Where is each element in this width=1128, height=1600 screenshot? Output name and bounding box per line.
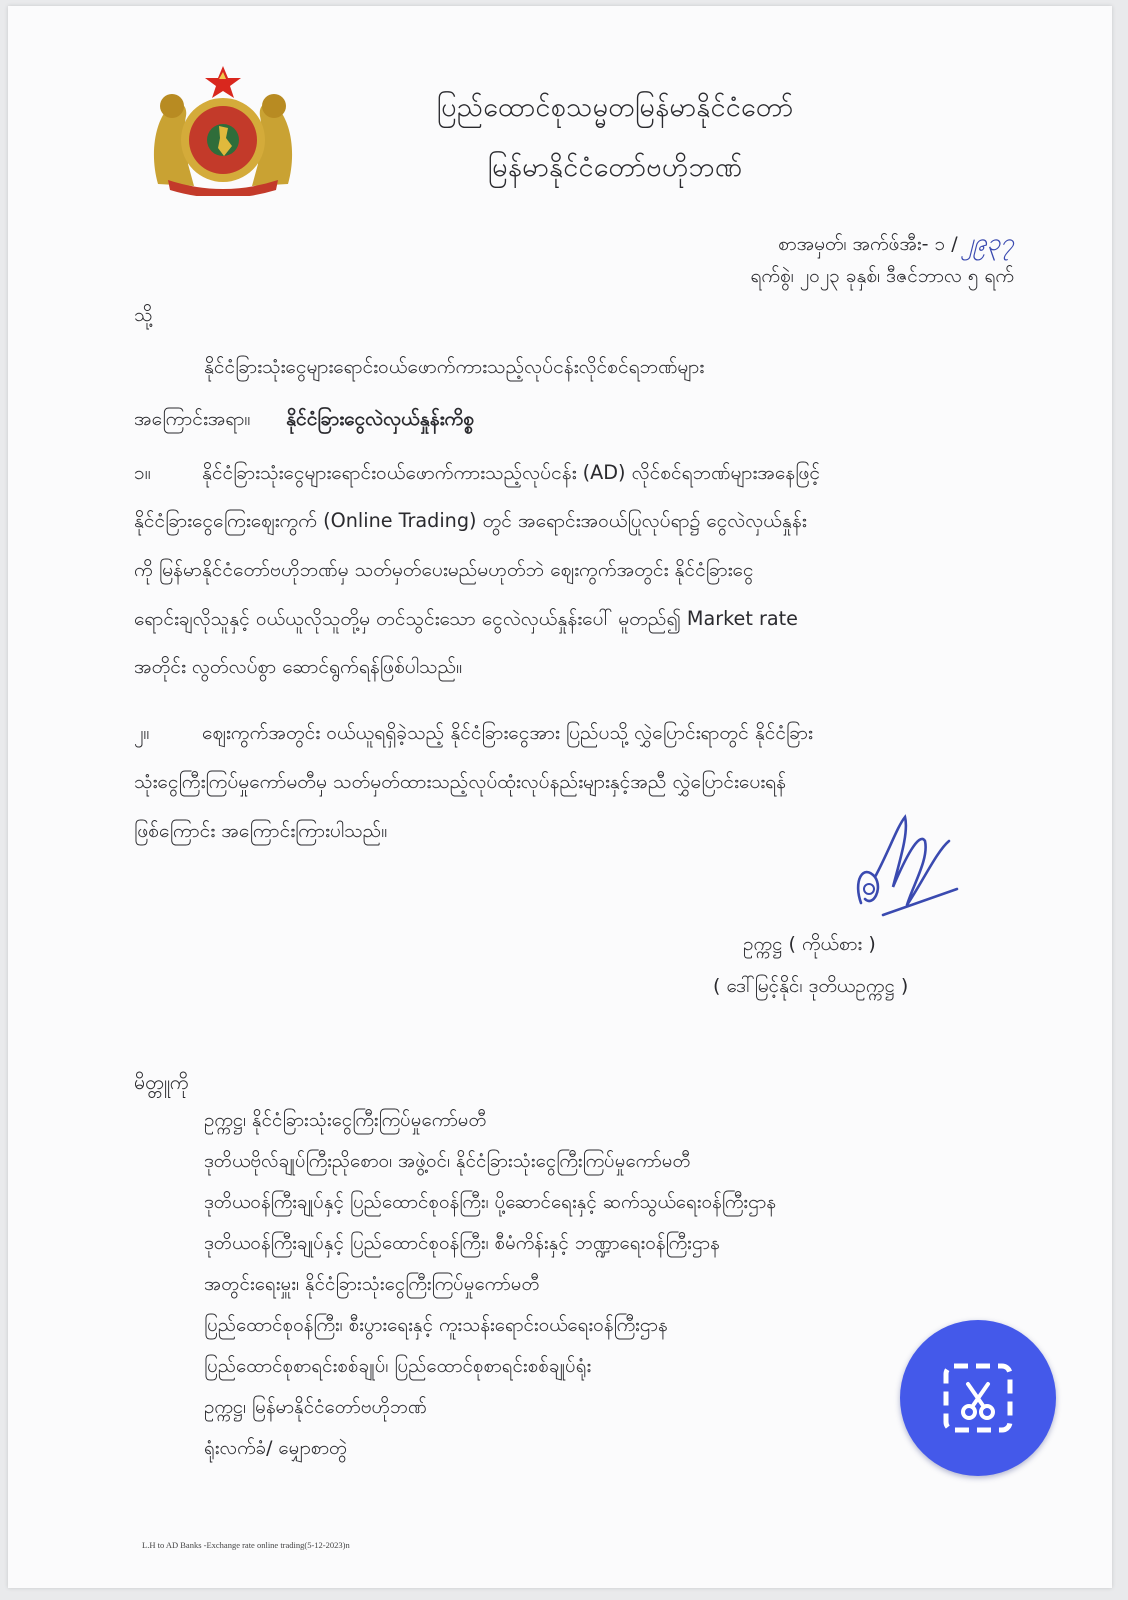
paragraph-1-line-5: အတိုင်း လွတ်လပ်စွာ ဆောင်ရွက်ရန်ဖြစ်ပါသည်။: [134, 655, 462, 678]
paragraph-1-text-1: နိုင်ငံခြားသုံးငွေများရောင်းဝယ်ဖောက်ကားသည့်လုပ်ငန်း (AD) လိုင်စင်ရဘဏ်များအနေဖြင့်: [202, 461, 821, 484]
paragraph-1-line-4: ရောင်းချလိုသူနှင့် ဝယ်ယူလိုသူတို့မှ တင်သွင်းသော ငွေလဲလှယ်နှုန်းပေါ် မူတည်၍ Market rate: [134, 607, 798, 630]
paragraph-2-number: ၂။: [134, 721, 150, 744]
screenshot-fab-button[interactable]: [900, 1320, 1056, 1476]
paragraph-2-line-1: [134, 710, 813, 756]
header-line-1: ပြည်ထောင်စုသမ္မတမြန်မာနိုင်ငံတော်: [436, 92, 794, 123]
paragraph-2-line-3: ဖြစ်ကြောင်း အကြောင်းကြားပါသည်။: [134, 819, 388, 842]
reference-line: [778, 226, 1014, 262]
paragraph-2-text-1: ဈေးကွက်အတွင်း ဝယ်ယူရရှိခဲ့သည့် နိုင်ငံခြားငွေအား ပြည်ပသို့ လွှဲပြောင်းရာတွင် နိုင်ငံခြား: [202, 721, 813, 744]
cc-item: ဒုတိယဗိုလ်ချုပ်ကြီးညိုစောဝ၊ အဖွဲ့ဝင်၊ နိုင်ငံခြားသုံးငွေကြီးကြပ်မှုကော်မတီ: [204, 1151, 691, 1172]
cc-heading: မိတ္တူကို: [134, 1071, 189, 1094]
header-line-2: မြန်မာနိုင်ငံတော်ဗဟိုဘဏ်: [487, 152, 743, 183]
signature-mark: [853, 811, 963, 931]
subject-line: [134, 396, 474, 442]
screenshot-scissors-icon: [936, 1356, 1020, 1440]
cc-item: ပြည်ထောင်စုဝန်ကြီး၊ စီးပွားရေးနှင့် ကူးသန်းရောင်းဝယ်ရေးဝန်ကြီးဌာန: [204, 1315, 668, 1336]
cc-item: အတွင်းရေးမှူး၊ နိုင်ငံခြားသုံးငွေကြီးကြပ်မှုကော်မတီ: [204, 1274, 540, 1295]
reference-number: ၂၉၃၇: [961, 228, 1014, 256]
paragraph-2-line-2: သုံးငွေကြီးကြပ်မှုကော်မတီမှ သတ်မှတ်ထားသည့်လုပ်ထုံးလုပ်နည်းများနှင့်အညီ လွှဲပြောင်းပေးရန်: [134, 770, 787, 793]
cc-item: ဒုတိယဝန်ကြီးချုပ်နှင့် ပြည်ထောင်စုဝန်ကြီး၊ စီမံကိန်းနှင့် ဘဏ္ဍာရေးဝန်ကြီးဌာန: [204, 1233, 720, 1254]
paragraph-1-line-3: ကို မြန်မာနိုင်ငံတော်ဗဟိုဘဏ်မှ သတ်မှတ်ပေးမည်မဟုတ်ဘဲ ဈေးကွက်အတွင်း နိုင်ငံခြားငွေ: [134, 558, 754, 581]
cc-item: ဒုတိယဝန်ကြီးချုပ်နှင့် ပြည်ထောင်စုဝန်ကြီး၊ ပို့ဆောင်ရေးနှင့် ဆက်သွယ်ရေးဝန်ကြီးဌာန: [204, 1192, 776, 1213]
paragraph-1-line-1: [134, 450, 820, 496]
reference-label: စာအမှတ်၊ အက်ဖ်အီး- ၁ /: [778, 233, 958, 255]
subject-title: နိုင်ငံခြားငွေလဲလှယ်နှုန်းကိစ္စ: [286, 407, 475, 430]
footer-filename: L.H to AD Banks -Exchange rate online trading(5-12-2023)n: [142, 1540, 350, 1550]
cc-item: ပြည်ထောင်စုစာရင်းစစ်ချုပ်၊ ပြည်ထောင်စုစာရင်းစစ်ချုပ်ရုံး: [204, 1356, 592, 1377]
cc-item: ဥက္ကဋ္ဌ၊ နိုင်ငံခြားသုံးငွေကြီးကြပ်မှုကော်မတီ: [204, 1110, 487, 1131]
cc-item: ရုံးလက်ခံ/ မျှောစာတွဲ: [204, 1438, 348, 1459]
to-label: သို့: [134, 304, 153, 326]
subject-label: အကြောင်းအရာ။: [134, 407, 251, 430]
date-line: ရက်စွဲ၊ ၂၀၂၃ ခုနှစ်၊ ဒီဇင်ဘာလ ၅ ရက်: [750, 265, 1014, 287]
paragraph-1-number: ၁။: [134, 461, 151, 484]
signer-title: ဥက္ကဋ္ဌ ( ကိုယ်စား ): [743, 933, 876, 955]
addressee: နိုင်ငံခြားသုံးငွေများရောင်းဝယ်ဖောက်ကားသည့်လုပ်ငန်းလိုင်စင်ရဘဏ်များ: [204, 355, 705, 378]
signer-name: ( ဒေါ်မြင့်နိုင်၊ ဒုတိယဥက္ကဋ္ဌ ): [713, 975, 909, 997]
cc-item: ဥက္ကဋ္ဌ၊ မြန်မာနိုင်ငံတော်ဗဟိုဘဏ်: [204, 1397, 427, 1418]
cc-list: [204, 1100, 776, 1469]
paragraph-1-line-2: နိုင်ငံခြားငွေကြေးဈေးကွက် (Online Trading) တွင် အရောင်းအဝယ်ပြုလုပ်ရာ၌ ငွေလဲလှယ်နှုန်း: [134, 509, 807, 532]
